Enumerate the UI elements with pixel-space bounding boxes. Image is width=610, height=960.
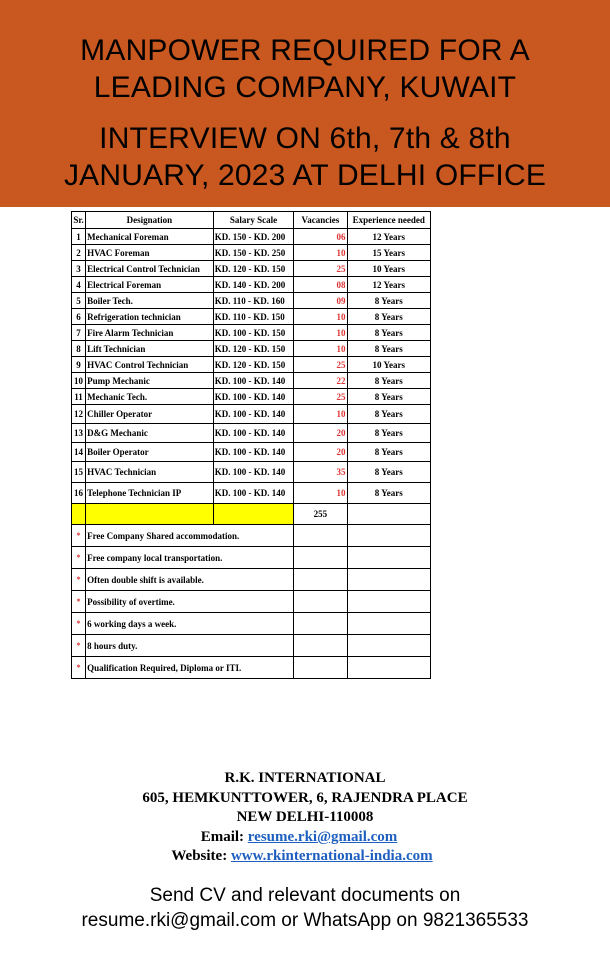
email-line [0, 829, 604, 846]
row-designation: Chiller Operator [86, 405, 214, 424]
table-row [72, 261, 431, 277]
row-salary: KD. 100 - KD. 140 [213, 462, 293, 483]
row-sr: 16 [72, 483, 86, 504]
table-row [72, 277, 431, 293]
row-experience: 8 Years [347, 341, 430, 357]
row-designation: Mechanical Foreman [86, 229, 214, 245]
row-sr: 2 [72, 245, 86, 261]
table-row [72, 293, 431, 309]
row-vacancies: 10 [294, 245, 347, 261]
row-salary: KD. 100 - KD. 140 [213, 483, 293, 504]
table-row [72, 443, 431, 462]
benefit-text: Often double shift is available. [86, 569, 294, 591]
row-salary: KD. 110 - KD. 160 [213, 293, 293, 309]
benefit-row [72, 569, 431, 591]
row-vacancies: 06 [294, 229, 347, 245]
table-header-row [72, 212, 431, 229]
row-designation: D&G Mechanic [86, 424, 214, 443]
row-sr: 7 [72, 325, 86, 341]
row-sr: 11 [72, 389, 86, 405]
row-salary: KD. 100 - KD. 140 [213, 443, 293, 462]
row-designation: Boiler Operator [86, 443, 214, 462]
row-designation: Pump Mechanic [86, 373, 214, 389]
benefit-row [72, 591, 431, 613]
company-name: R.K. INTERNATIONAL [224, 770, 386, 786]
row-experience: 10 Years [347, 357, 430, 373]
row-salary: KD. 150 - KD. 250 [213, 245, 293, 261]
benefit-marker: * [72, 657, 86, 679]
table-row [72, 341, 431, 357]
benefit-marker: * [72, 635, 86, 657]
benefit-text: Possibility of overtime. [86, 591, 294, 613]
row-sr: 14 [72, 443, 86, 462]
row-experience: 8 Years [347, 325, 430, 341]
table-row [72, 424, 431, 443]
row-vacancies: 22 [294, 373, 347, 389]
row-salary: KD. 100 - KD. 140 [213, 389, 293, 405]
table-row [72, 357, 431, 373]
banner-line-1: MANPOWER REQUIRED FOR A [80, 34, 530, 67]
banner-interview [0, 120, 610, 194]
row-experience: 8 Years [347, 483, 430, 504]
table-row [72, 483, 431, 504]
row-experience: 8 Years [347, 443, 430, 462]
row-salary: KD. 100 - KD. 140 [213, 373, 293, 389]
row-salary: KD. 150 - KD. 200 [213, 229, 293, 245]
row-sr: 15 [72, 462, 86, 483]
row-sr: 6 [72, 309, 86, 325]
website-line [52, 848, 552, 865]
row-experience: 8 Years [347, 389, 430, 405]
table-row [72, 309, 431, 325]
footer-line-2: resume.rki@gmail.com or WhatsApp on 9821365533 [81, 910, 529, 931]
row-designation: HVAC Technician [86, 462, 214, 483]
benefit-row [72, 613, 431, 635]
row-experience: 8 Years [347, 309, 430, 325]
row-sr: 3 [72, 261, 86, 277]
header-banner [0, 0, 610, 207]
benefit-row [72, 547, 431, 569]
header-sr: Sr. [72, 212, 86, 229]
banner-line-3: INTERVIEW ON 6th, 7th & 8th [99, 122, 511, 155]
row-salary: KD. 140 - KD. 200 [213, 277, 293, 293]
benefit-text: Free Company Shared accommodation. [86, 525, 294, 547]
benefit-marker: * [72, 525, 86, 547]
row-vacancies: 25 [294, 357, 347, 373]
row-vacancies: 35 [294, 462, 347, 483]
benefit-row [72, 525, 431, 547]
benefit-marker: * [72, 547, 86, 569]
row-designation: Refrigeration technician [86, 309, 214, 325]
row-experience: 8 Years [347, 405, 430, 424]
table-row [72, 245, 431, 261]
email-label: Email: [200, 829, 245, 845]
jobs-table [71, 211, 431, 679]
table-row [72, 389, 431, 405]
row-salary: KD. 110 - KD. 150 [213, 309, 293, 325]
row-designation: Fire Alarm Technician [86, 325, 214, 341]
benefit-marker: * [72, 569, 86, 591]
row-experience: 8 Years [347, 373, 430, 389]
benefit-row [72, 635, 431, 657]
row-designation: Boiler Tech. [86, 293, 214, 309]
benefit-marker: * [72, 591, 86, 613]
row-sr: 10 [72, 373, 86, 389]
row-sr: 8 [72, 341, 86, 357]
row-designation: HVAC Control Technician [86, 357, 214, 373]
benefit-row [72, 657, 431, 679]
header-vacancies: Vacancies [294, 212, 347, 229]
row-salary: KD. 100 - KD. 150 [213, 325, 293, 341]
benefit-text: Free company local transportation. [86, 547, 294, 569]
row-vacancies: 20 [294, 424, 347, 443]
total-row [72, 504, 431, 525]
row-designation: Telephone Technician IP [86, 483, 214, 504]
company-address-line-1: 605, HEMKUNTTOWER, 6, RAJENDRA PLACE [142, 790, 468, 806]
banner-line-2: LEADING COMPANY, KUWAIT [93, 71, 517, 104]
row-salary: KD. 100 - KD. 140 [213, 405, 293, 424]
row-experience: 10 Years [347, 261, 430, 277]
row-sr: 13 [72, 424, 86, 443]
row-vacancies: 25 [294, 389, 347, 405]
row-vacancies: 10 [294, 309, 347, 325]
row-vacancies: 08 [294, 277, 347, 293]
header-designation: Designation [86, 212, 214, 229]
banner-line-4: JANUARY, 2023 AT DELHI OFFICE [63, 159, 547, 192]
row-salary: KD. 120 - KD. 150 [213, 261, 293, 277]
row-designation: Electrical Foreman [86, 277, 214, 293]
table-row [72, 405, 431, 424]
row-sr: 5 [72, 293, 86, 309]
email-link[interactable]: resume.rki@gmail.com [247, 829, 398, 845]
row-vacancies: 09 [294, 293, 347, 309]
footer-line-1: Send CV and relevant documents on [149, 885, 461, 906]
row-designation: Lift Technician [86, 341, 214, 357]
row-vacancies: 10 [294, 341, 347, 357]
website-link[interactable]: www.rkinternational-india.com [230, 848, 433, 864]
row-designation: Mechanic Tech. [86, 389, 214, 405]
row-vacancies: 25 [294, 261, 347, 277]
table-row [72, 325, 431, 341]
banner-title [0, 32, 610, 106]
row-sr: 4 [72, 277, 86, 293]
row-vacancies: 20 [294, 443, 347, 462]
row-sr: 1 [72, 229, 86, 245]
table-row [72, 229, 431, 245]
header-experience: Experience needed [347, 212, 430, 229]
row-vacancies: 10 [294, 325, 347, 341]
row-sr: 9 [72, 357, 86, 373]
benefit-text: Qualification Required, Diploma or ITI. [86, 657, 294, 679]
row-experience: 8 Years [347, 293, 430, 309]
row-salary: KD. 120 - KD. 150 [213, 341, 293, 357]
row-designation: Electrical Control Technician [86, 261, 214, 277]
row-experience: 12 Years [347, 229, 430, 245]
row-salary: KD. 100 - KD. 140 [213, 424, 293, 443]
row-designation: HVAC Foreman [86, 245, 214, 261]
benefit-marker: * [72, 613, 86, 635]
company-address-line-2: NEW DELHI-110008 [236, 809, 374, 825]
benefit-text: 8 hours duty. [86, 635, 294, 657]
header-salary: Salary Scale [213, 212, 293, 229]
row-experience: 8 Years [347, 462, 430, 483]
row-sr: 12 [72, 405, 86, 424]
table-row [72, 462, 431, 483]
row-experience: 8 Years [347, 424, 430, 443]
row-vacancies: 10 [294, 483, 347, 504]
total-vacancies: 255 [294, 504, 347, 525]
row-experience: 12 Years [347, 277, 430, 293]
row-vacancies: 10 [294, 405, 347, 424]
row-salary: KD. 120 - KD. 150 [213, 357, 293, 373]
row-experience: 15 Years [347, 245, 430, 261]
website-label: Website: [171, 848, 228, 864]
table-row [72, 373, 431, 389]
benefit-text: 6 working days a week. [86, 613, 294, 635]
